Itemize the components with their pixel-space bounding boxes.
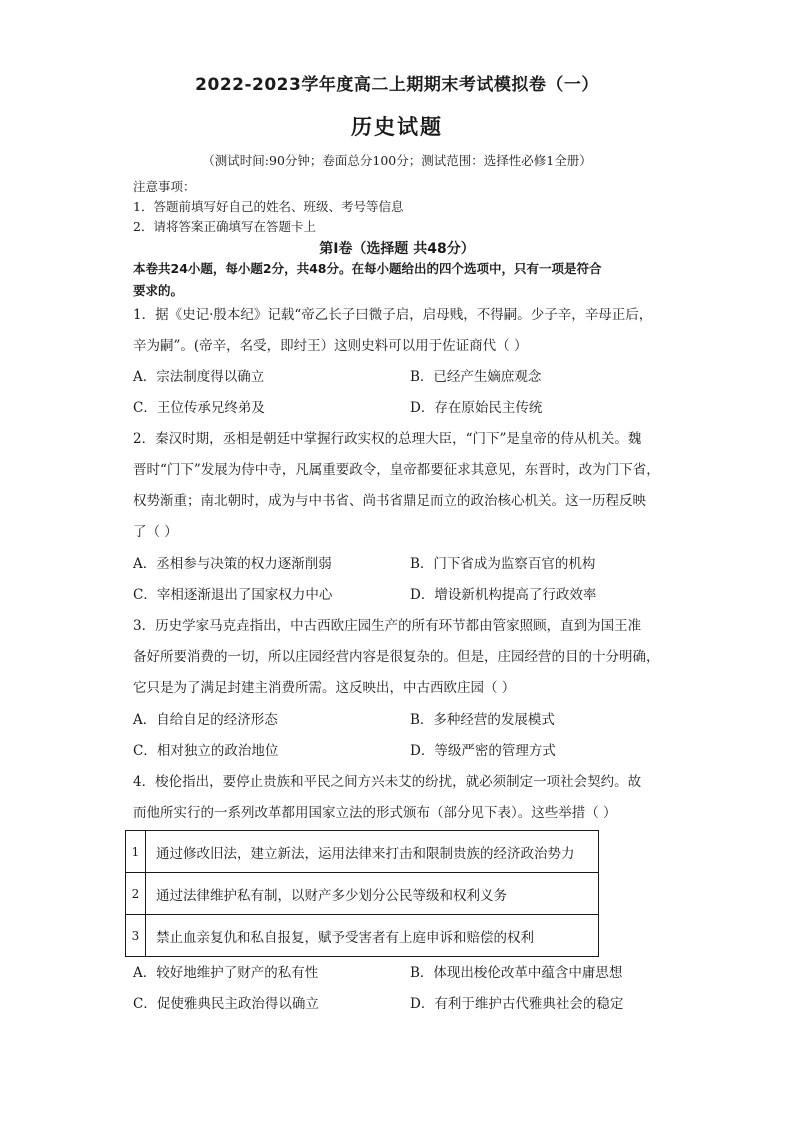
question-3-option-d: D．等级严密的管理方式 bbox=[410, 743, 556, 759]
question-2-option-c: C．宰相逐渐退出了国家权力中心 bbox=[133, 587, 333, 603]
question-3-stem: 它只是为了满足封建主消费所需。这反映出，中古西欧庄园（ ） bbox=[133, 680, 516, 696]
question-1-option-a: A．宗法制度得以确立 bbox=[133, 369, 265, 385]
question-1-option-c: C．王位传承兄终弟及 bbox=[133, 400, 265, 416]
question-2-stem: 2．秦汉时期，丞相是朝廷中掌握行政实权的总理大臣，“门下”是皇帝的侍从机关。魏 bbox=[133, 431, 642, 447]
table-row bbox=[126, 915, 599, 957]
question-3-stem: 3．历史学家马克垚指出，中古西欧庄园生产的所有环节都由管家照顾，直到为国王准 bbox=[133, 618, 642, 634]
question-4-option-a: A．较好地维护了财产的私有性 bbox=[133, 965, 319, 981]
table-cell-text: 禁止血亲复仇和私自报复，赋予受害者有上庭申诉和赔偿的权利 bbox=[146, 915, 599, 957]
question-1-stem: 辛为嗣”。(帝辛，名受，即纣王）这则史料可以用于佐证商代（ ） bbox=[133, 338, 528, 354]
exam-info: （测试时间:90分钟；卷面总分100分；测试范围：选择性必修1全册） bbox=[202, 153, 592, 168]
subject-title: 历史试题 bbox=[351, 115, 443, 139]
question-4-option-c: C．促使雅典民主政治得以确立 bbox=[133, 996, 319, 1012]
question-4-option-b: B．体现出梭伦改革中蕴含中庸思想 bbox=[410, 965, 623, 981]
question-4-option-d: D．有利于维护古代雅典社会的稳定 bbox=[410, 996, 624, 1012]
question-4-stem: 而他所实行的一系列改革都用国家立法的形式颁布（部分见下表）。这些举措（ ） bbox=[133, 805, 617, 821]
question-2-option-a: A．丞相参与决策的权力逐渐削弱 bbox=[133, 556, 332, 572]
section-desc-line: 要求的。 bbox=[133, 283, 184, 298]
section-description bbox=[133, 258, 673, 302]
question-3-stem: 备好所要消费的一切，所以庄园经营内容是很复杂的。但是，庄园经营的目的十分明确， bbox=[133, 649, 660, 665]
question-3-option-a: A．自给自足的经济形态 bbox=[133, 712, 278, 728]
section-desc-line: 本卷共24小题，每小题2分，共48分。在每小题给出的四个选项中，只有一项是符合 bbox=[133, 261, 602, 276]
question-2-stem: 晋时“门下”发展为侍中寺，凡属重要政令，皇帝都要征求其意见，东晋时，改为门下省， bbox=[133, 462, 660, 478]
table-row bbox=[126, 831, 599, 873]
question-1-stem: 1．据《史记·殷本纪》记载“帝乙长子曰微子启，启母贱，不得嗣。少子辛，辛母正后， bbox=[133, 307, 653, 323]
table-cell-num: 2 bbox=[126, 873, 146, 915]
question-2-stem: 权势渐重；南北朝时，成为与中书省、尚书省鼎足而立的政治核心机关。这一历程反映 bbox=[133, 493, 646, 509]
question-1-option-d: D．存在原始民主传统 bbox=[410, 400, 543, 416]
section-title: 第I卷（选择题 共48分） bbox=[319, 241, 475, 257]
reform-measures-table bbox=[125, 830, 599, 957]
notice-item: 1．答题前填写好自己的姓名、班级、考号等信息 bbox=[133, 199, 404, 214]
notice-item: 2．请将答案正确填写在答题卡上 bbox=[133, 219, 316, 234]
question-3-option-c: C．相对独立的政治地位 bbox=[133, 743, 279, 759]
question-4-stem: 4．梭伦指出，要停止贵族和平民之间方兴未艾的纷扰，就必须制定一项社会契约。故 bbox=[133, 774, 642, 790]
table-cell-num: 1 bbox=[126, 831, 146, 873]
question-2-option-b: B．门下省成为监察百官的机构 bbox=[410, 556, 596, 572]
table-cell-text: 通过法律维护私有制，以财产多少划分公民等级和权利义务 bbox=[146, 873, 599, 915]
table-cell-text: 通过修改旧法，建立新法，运用法律来打击和限制贵族的经济政治势力 bbox=[146, 831, 599, 873]
table-row bbox=[126, 873, 599, 915]
question-1-option-b: B．已经产生嫡庶观念 bbox=[410, 369, 542, 385]
exam-title: 2022-2023学年度高二上期期末考试模拟卷（一） bbox=[195, 75, 599, 95]
notice-heading: 注意事项： bbox=[133, 179, 196, 194]
question-2-stem: 了（ ） bbox=[133, 524, 178, 540]
question-2-option-d: D．增设新机构提高了行政效率 bbox=[410, 587, 597, 603]
table-cell-num: 3 bbox=[126, 915, 146, 957]
question-3-option-b: B．多种经营的发展模式 bbox=[410, 712, 555, 728]
